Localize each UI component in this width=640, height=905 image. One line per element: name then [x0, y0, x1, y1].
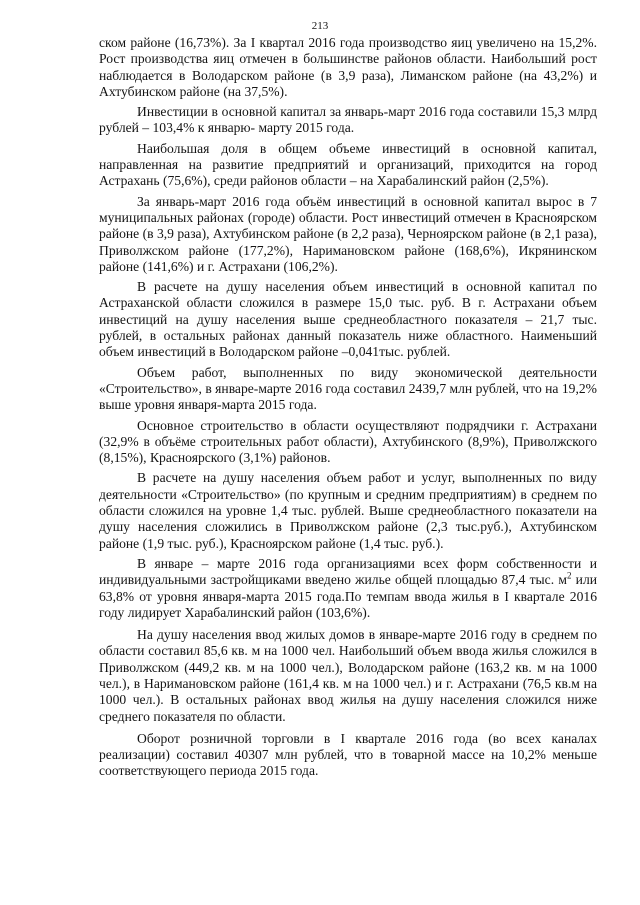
paragraph-construction-contractors: Основное строительство в области осуществляют подрядчики г. Астрахани (32,9% в объёме строительных работ области), Ахтубинского (8,9%), Приволжского (8,15%), Красноярского (3,1%) районов.	[99, 417, 597, 466]
document-body	[99, 35, 597, 784]
paragraph-investments-share: Наибольшая доля в общем объеме инвестиций в основной капитал, направленная на развитие предприятий и организаций, приходится на город Астрахань (75,6%), среди районов области – на Харабалинский район (2,5%).	[99, 140, 597, 189]
paragraph-construction-volume: Объем работ, выполненных по виду экономической деятельности «Строительство», в январе-марте 2016 года составил 2439,7 млн рублей, что на 19,2% выше уровня января-марта 2015 года.	[99, 364, 597, 413]
paragraph-investments-total: Инвестиции в основной капитал за январь-март 2016 года составили 15,3 млрд рублей – 103,4% к январю- марту 2015 года.	[99, 104, 597, 136]
paragraph-housing-commissioned	[99, 556, 597, 621]
housing-text-part-2: или 63,8% от уровня января-марта 2015 года.По темпам ввода жилья в I квартале 2016 году лидирует Харабалинский район (103,6%).	[99, 572, 598, 620]
paragraph-investments-per-capita: В расчете на душу населения объем инвестиций в основной капитал по Астраханской области сложился в размере 15,0 тыс. руб. В г. Астрахани объем инвестиций на душу населения выше среднеобластного показателя – 21,7 тыс. рублей, в остальных районах данный показатель ниже областного. Наименьший объем инвестиций в Володарском районе –0,041тыс. рублей.	[99, 279, 597, 360]
square-superscript: 2	[566, 570, 572, 581]
paragraph-retail-turnover: Оборот розничной торговли в I квартале 2016 года (во всех каналах реализации) составил 40307 млн рублей, что в товарной массе на 10,2% меньше соответствующего периода 2015 года.	[99, 730, 597, 779]
paragraph-investments-growth: За январь-март 2016 года объём инвестиций в основной капитал вырос в 7 муниципальных районах (городе) области. Рост инвестиций отмечен в Красноярском районе (в 3,9 раза), Ахтубинском районе (в 2,2 раза), Черноярском районе (в 2,1 раза), Приволжском районе (177,2%), Наримановском районе (168,6%), Икрянинском районе (141,6%) и г. Астрахани (106,2%).	[99, 193, 597, 274]
page-number: 213	[311, 20, 329, 32]
housing-text-part-1: В январе – марте 2016 года организациями всех форм собственности и индивидуальными застройщиками введено жилье общей площадью 87,4 тыс. м	[99, 555, 597, 588]
paragraph-construction-per-capita: В расчете на душу населения объем работ и услуг, выполненных по виду деятельности «Строительство» (по крупным и средним предприятиям) в среднем по области сложился на уровне 1,4 тыс. рублей. Выше среднеобластного показатели на душу населения сложились в Приволжском районе (2,3 тыс.руб.), Ахтубинском районе (1,9 тыс. руб.), Красноярском районе (1,4 тыс. руб.).	[99, 470, 597, 551]
paragraph-housing-per-capita: На душу населения ввод жилых домов в январе-марте 2016 году в среднем по области составил 85,6 кв. м на 1000 чел. Наибольший объем ввода жилья сложился в Приволжском (449,2 кв. м на 1000 чел.), Володарском районе (163,2 кв. м на 1000 чел.), в Наримановском районе (161,4 кв. м на 1000 чел.) и г. Астрахани (76,5 кв.м на 1000 чел.). В остальных районах ввод жилья на душу населения сложился ниже среднего показателя по области.	[99, 627, 597, 724]
paragraph-eggs: ском районе (16,73%). За I квартал 2016 года производство яиц увеличено на 15,2%. Рост производства яиц отмечен в большинстве районов области. Наибольший рост наблюдается в Володарском районе (в 3,9 раза), Лиманском районе (на 43,2%) и Ахтубинском районе (на 37,5%).	[99, 35, 597, 99]
